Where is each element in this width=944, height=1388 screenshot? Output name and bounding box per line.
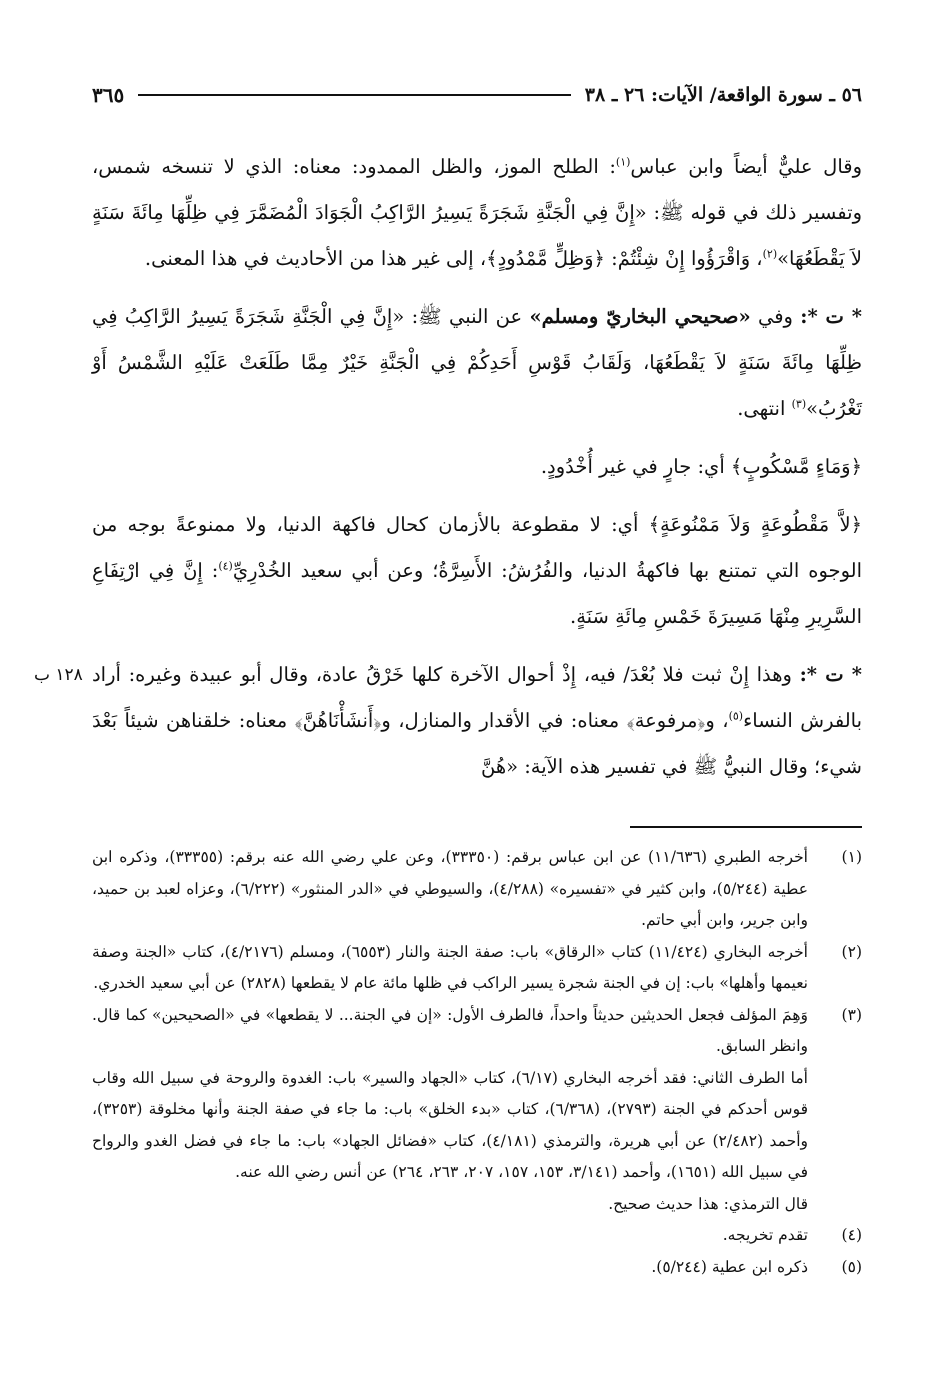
paragraph-2: * ت *: وفي «صحيحي البخاريّ ومسلم» عن النبي ﷺ: «إِنَّ فِي الْجَنَّةِ شَجَرَةً يَسِيرُ الرَّاكِبُ فِي ظِلِّهَا مِائَةَ سَنَةٍ لاَ يَقْطَعُهَا، وَلَقَابُ قَوْسِ أَحَدِكُمْ فِي الْجَنَّةِ خَيْرٌ مِمَّا طَلَعَتْ عَلَيْهِ الشَّمْسُ أَوْ تَغْرُبُ»$^{(٣)}$ انتهى. <box>92 305 863 420</box>
page-number: ٣٦٥ <box>92 83 125 107</box>
running-header <box>92 78 862 112</box>
footnote-number: (٣) <box>841 1005 862 1024</box>
footnote-number: (٢) <box>841 942 862 961</box>
footnote-number: (٥) <box>841 1257 862 1276</box>
footnote-number: (١) <box>841 848 862 866</box>
footnote-text: وَهِمَ المؤلف فجعل الحديثين حديثاً واحداً، فالطرف الأول: «إن في الجنة... لا يقطعها» في «الصحيحين» كما قال. وانظر السابق. <box>92 1005 808 1055</box>
footnote-text: أخرجه البخاري (١١/٤٢٤) كتاب «الرقاق» باب: صفة الجنة والنار (٦٥٥٣)، ومسلم (٤/٢١٧٦)، كتاب «الجنة وصفة نعيمها وأهلها» باب: إن في الجنة شجرة يسير الراكب في ظلها مائة عام لا يقطعها (٢٨٢٨) عن أبي سعيد الخدري. <box>92 942 808 992</box>
footnote-ref[interactable]: (١) <box>615 155 631 169</box>
footnote-ref[interactable]: (٤) <box>218 559 233 573</box>
footnote-ref[interactable]: (٣) <box>791 397 807 411</box>
main-text <box>34 144 863 790</box>
footnote <box>92 842 862 937</box>
footnotes <box>92 842 862 1283</box>
paragraph-3: ﴿وَمَاءٍ مَّسْكُوبٍ﴾ أي: جارٍ في غير أُخْدُودٍ. <box>540 455 862 478</box>
footnote <box>92 937 862 1000</box>
footnote <box>92 1000 862 1221</box>
footnote-text: قال الترمذي: هذا حديث صحيح. <box>608 1194 808 1213</box>
footnote-text: ذكره ابن عطية (٥/٢٤٤). <box>651 1257 808 1276</box>
footnote-ref[interactable]: (٢) <box>762 247 778 261</box>
chapter-title: ٥٦ ـ سورة الواقعة/ الآيات: ٢٦ ـ ٣٨ <box>584 84 862 106</box>
footnote <box>92 1252 862 1284</box>
footnote-text: تقدم تخريجه. <box>722 1226 808 1244</box>
footnote-separator <box>630 826 862 828</box>
editor-marker: * ت *: <box>799 663 863 686</box>
footnote-ref[interactable]: (٥) <box>728 709 744 723</box>
paragraph-1: وقال عليٌّ أيضاً وابن عباس$^{(١)}$: الطلح الموز، والظل الممدود: معناه: الذي لا تنسخه شمس، وتفسير ذلك في قوله ﷺ: «إِنَّ فِي الْجَنَّةِ شَجَرَةً يَسِيرُ الرَّاكِبُ الْجَوَادَ الْمُضَمَّرَ فِي ظِلِّهَا مِائَةَ سَنَةٍ لاَ يَقْطَعُهَا»$^{(٢)}$، وَاقْرَؤُوا إِنْ شِئْتُمْ: ﴿وَظِلٍّ مَّمْدُودٍ﴾، إلى غير هذا من الأحاديث في هذا المعنى. <box>92 155 862 270</box>
footnote <box>92 1220 862 1252</box>
editor-marker: * ت *: <box>800 305 863 328</box>
footnote-text: أخرجه الطبري (١١/٦٣٦) عن ابن عباس برقم: (٣٣٣٥٠)، وعن علي رضي الله عنه برقم: (٣٣٣٥٥)، وذكره ابن عطية (٥/٢٤٤)، وابن كثير في «تفسيره» (٤/٢٨٨)، والسيوطي في «الدر المنثور» (٦/٢٢٢)، وعزاه لعبد بن حميد، وابن جرير، وابن أبي حاتم. <box>92 848 808 929</box>
paragraph-4: ﴿لاَّ مَقْطُوعَةٍ وَلاَ مَمْنُوعَةٍ﴾ أي: لا مقطوعة بالأزمان كحال فاكهة الدنيا، ولا ممنوعةً بوجه من الوجوه التي تمتنع بها فاكهةُ الدنيا، والفُرُشُ: الأَسِرَّةُ؛ وعن أبي سعيد الخُدْرِيِّ$^{(٤)}$: إِنَّ فِي ارْتِفَاعِ السَّرِيرِ مِنْهَا مَسِيرَةَ خَمْسِ مِائَةِ سَنَةٍ. <box>92 513 863 628</box>
header-rule <box>138 94 571 96</box>
paragraph-5: ١٢٨ ب * ت *: وهذا إِنْ ثبت فلا بُعْدَ/ فيه، إِذْ أحوال الآخرة كلها خَرْقُ عادة، وقال أبو عبيدة وغيره: أراد بالفرش النساء$^{(٥)}$، و﴿مرفوعة﴾ معناه: في الأقدار والمنازل، و﴿أَنشَأْنَاهُنَّ﴾ معناه: خلقناهن شيئاً بَعْدَ شيء؛ وقال النبيُّ ﷺ في تفسير هذه الآية: «هُنَّ <box>92 652 862 790</box>
source-title: «صحيحي البخاريّ ومسلم» <box>529 305 751 328</box>
footnote-number: (٤) <box>841 1226 862 1244</box>
page <box>34 78 863 1358</box>
manuscript-folio-note: ١٢٨ ب <box>34 665 83 685</box>
footnote-text: أما الطرف الثاني: فقد أخرجه البخاري (٦/١٧)، كتاب «الجهاد والسير» باب: الغدوة والروحة في سبيل الله وقاب قوس أحدكم في الجنة (٢٧٩٣)، (٦/٣٦٨)، كتاب «بدء الخلق» باب: ما جاء في صفة الجنة وأنها مخلوقة (٣٢٥٣)، وأحمد (٢/٤٨٢) عن أبي هريرة، والترمذي (٤/١٨١)، كتاب «فضائل الجهاد» باب: ما جاء في فضل الغدو والرواح في سبيل الله (١٦٥١)، وأحمد (٣/١٤١، ١٥٣، ١٥٧، ٢٠٧، ٢٦٣، ٢٦٤) عن أنس رضي الله عنه. <box>92 1068 808 1181</box>
